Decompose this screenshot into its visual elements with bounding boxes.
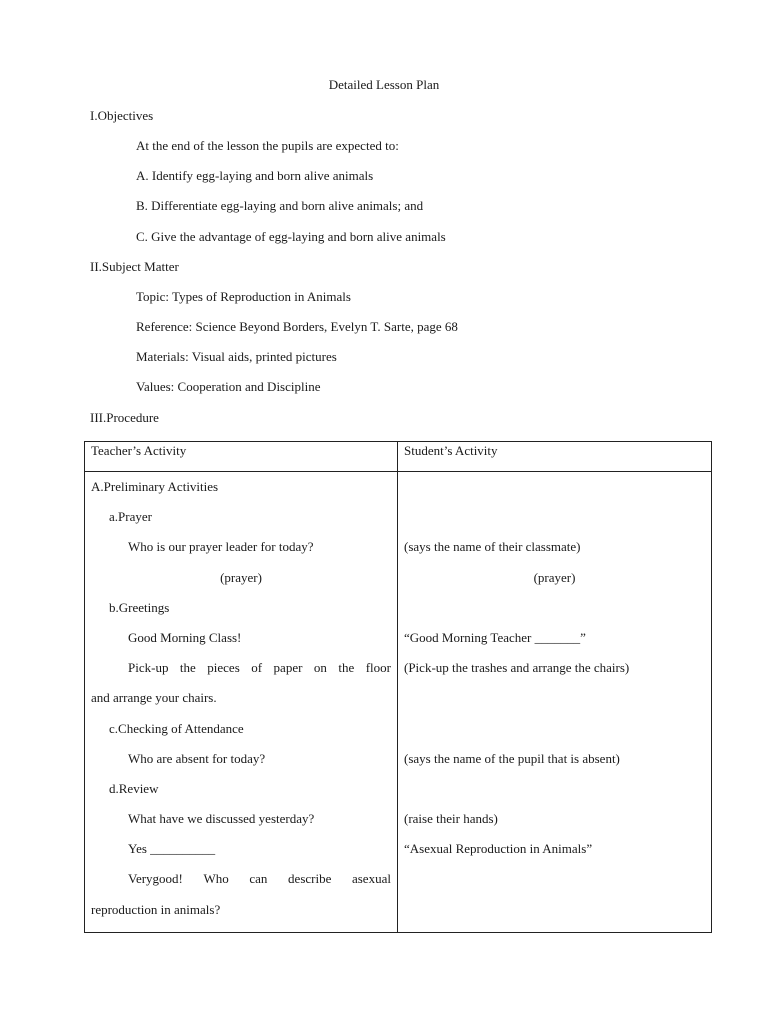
teacher-line: b.Greetings — [109, 599, 170, 615]
student-line — [398, 902, 711, 932]
teacher-line: d.Review — [109, 780, 159, 796]
objectives-intro: At the end of the lesson the pupils are expected to: — [136, 138, 399, 153]
teacher-line: A.Preliminary Activities — [91, 479, 219, 494]
student-line: (says the name of their classmate) — [404, 539, 581, 555]
student-line: (says the name of the pupil that is absent) — [404, 750, 620, 766]
student-line: (prayer) — [533, 569, 576, 585]
student-line — [398, 721, 711, 751]
table-header-row — [85, 442, 712, 472]
procedure-heading: III.Procedure — [90, 410, 159, 425]
teacher-activity-cell — [85, 472, 398, 933]
student-line — [398, 509, 711, 539]
objectives-heading: I.Objectives — [90, 108, 154, 123]
student-line — [398, 871, 711, 901]
teacher-line: a.Prayer — [109, 509, 152, 525]
objective-item: A. Identify egg-laying and born alive animals — [136, 168, 374, 183]
student-activity-cell — [398, 472, 712, 933]
subject-reference: Reference: Science Beyond Borders, Evelyn T. Sarte, page 68 — [136, 319, 458, 334]
teacher-line: reproduction in animals? — [91, 901, 221, 917]
subject-values: Values: Cooperation and Discipline — [136, 379, 321, 394]
header-teacher-activity: Teacher’s Activity — [85, 442, 398, 472]
student-line: “Asexual Reproduction in Animals” — [404, 841, 593, 857]
procedure-table — [84, 441, 712, 933]
student-line — [398, 690, 711, 720]
student-line: (Pick-up the trashes and arrange the chairs) — [404, 660, 630, 676]
student-line — [398, 600, 711, 630]
teacher-line: Pick-up the pieces of paper on the floor — [128, 660, 391, 676]
document-title: Detailed Lesson Plan — [328, 77, 440, 92]
subject-topic: Topic: Types of Reproduction in Animals — [136, 289, 351, 304]
student-line — [398, 781, 711, 811]
teacher-line: Good Morning Class! — [128, 629, 242, 645]
subject-heading: II.Subject Matter — [90, 259, 179, 274]
subject-materials: Materials: Visual aids, printed pictures — [136, 349, 337, 364]
student-line: (raise their hands) — [404, 811, 498, 827]
objective-item: B. Differentiate egg-laying and born alive animals; and — [136, 198, 424, 213]
header-student-activity: Student’s Activity — [398, 442, 712, 472]
teacher-line: Yes __________ — [128, 841, 216, 857]
teacher-line: Who is our prayer leader for today? — [128, 539, 314, 555]
table-body-row — [85, 472, 712, 933]
teacher-line: and arrange your chairs. — [91, 690, 217, 706]
student-line: “Good Morning Teacher _______” — [404, 629, 586, 645]
teacher-line: c.Checking of Attendance — [109, 720, 244, 736]
objective-item: C. Give the advantage of egg-laying and born alive animals — [136, 229, 446, 244]
teacher-line: What have we discussed yesterday? — [128, 811, 315, 827]
teacher-line: (prayer) — [220, 569, 262, 585]
teacher-line: Who are absent for today? — [128, 750, 266, 766]
teacher-line: Verygood! Who can describe asexual — [128, 871, 391, 887]
student-line — [398, 479, 711, 509]
